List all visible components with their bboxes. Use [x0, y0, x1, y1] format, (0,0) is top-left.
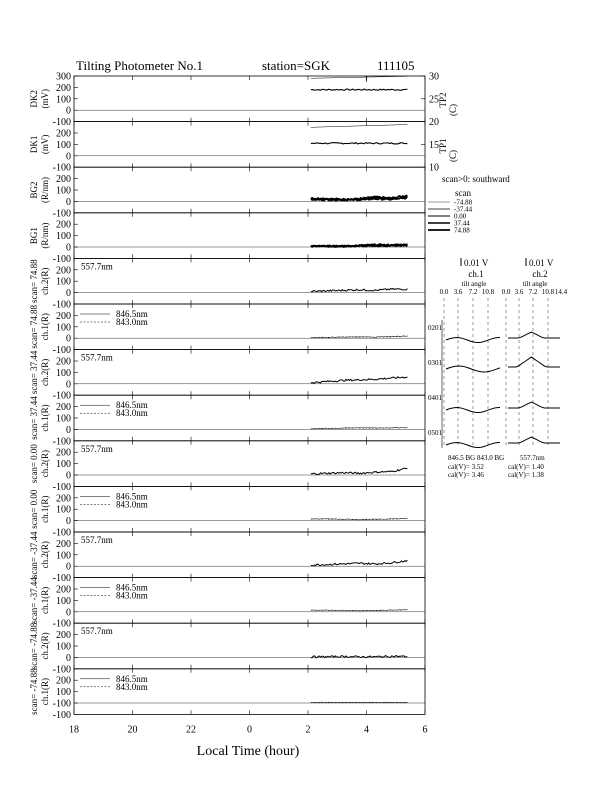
panel-channel-label: ch.2(R) — [40, 541, 50, 569]
inset-row-label: 0501 — [428, 429, 442, 437]
inset-trace-ch2 — [508, 332, 560, 338]
inset-row-label: 0201 — [428, 324, 442, 332]
tilt-tick-label-ch1: 0.0 — [439, 288, 449, 296]
panel-frame — [74, 441, 425, 487]
inset-trace-ch2 — [508, 402, 560, 408]
panel-unit-label: (mV) — [40, 89, 50, 109]
y-tick-label: 100 — [56, 687, 71, 699]
right-tick-label: 25 — [429, 94, 439, 106]
scale-label-ch1: 0.01 V — [464, 258, 489, 268]
y-tick-label: 100 — [56, 276, 71, 288]
cal-label-ch2-a: cal(V)= 1.40 — [508, 463, 544, 471]
y-tick-label: 100 — [56, 459, 71, 471]
panel-10 — [29, 482, 425, 532]
y-tick-label: 100 — [56, 641, 71, 653]
tilt-angle-label-ch1: tilt angle — [461, 280, 487, 288]
y-tick-label: -100 — [52, 117, 71, 129]
dark-voltage-line — [311, 89, 408, 90]
panel-channel-label: ch.1(R) — [40, 586, 50, 615]
panel-channel-label: ch.2(R) — [40, 632, 50, 660]
y-tick-label: -100 — [52, 527, 71, 539]
cal-label-ch1-a: cal(V)= 3.52 — [448, 463, 484, 471]
y-tick-label: -100 — [52, 481, 71, 493]
right-tick-label: 10 — [429, 162, 439, 174]
tilt-tick-label-ch1: 10.8 — [481, 288, 495, 296]
x-tick-label: 6 — [422, 724, 428, 736]
inset-trace-ch2 — [508, 357, 560, 367]
dark-voltage-line — [311, 143, 408, 144]
y-tick-label: 200 — [56, 219, 71, 231]
panel-channel-label: ch.2(R) — [40, 449, 50, 478]
panel-13 — [29, 619, 425, 670]
scan-legend-label: -37.44 — [454, 205, 473, 214]
cal-label-ch2-b: cal(V)= 1.38 — [508, 471, 544, 479]
y-tick-label: 0 — [66, 196, 71, 208]
legend-label-846: 846.5nm — [116, 400, 148, 411]
panel-unit-label: (mV) — [40, 134, 50, 155]
tilt-tick-label-ch2: 3.6 — [514, 288, 524, 296]
tilt-tick-label-ch2: 10.8 — [541, 288, 555, 296]
panel-scan-label: scan= -37.44 — [29, 531, 39, 579]
panel-scan-label: scan= 0.00 — [29, 444, 39, 484]
scan-legend-label: 74.88 — [454, 226, 470, 235]
channel-2-label: ch.2 — [532, 269, 548, 279]
panel-frame — [74, 350, 425, 396]
panel-channel-label: ch.1(R) — [40, 677, 50, 706]
legend-label-843: 843.0nm — [116, 681, 148, 692]
legend-label-843: 843.0nm — [116, 317, 148, 327]
legend-label-846: 846.5nm — [116, 309, 148, 319]
y-tick-label: 0 — [66, 516, 71, 528]
y-tick-label: 200 — [56, 675, 71, 687]
wavelength-label: 557.7nm — [81, 535, 113, 545]
y-tick-label: 0 — [66, 242, 71, 254]
tp2-label: TP2 — [438, 92, 448, 108]
panel-frame — [74, 213, 425, 259]
panel-12 — [29, 573, 425, 624]
y-tick-label: 100 — [56, 322, 71, 334]
scan-legend-label: 0.00 — [454, 212, 467, 221]
series-line — [311, 468, 408, 474]
inset-bottom-labels-ch1: 846.5 BG 843.0 BG — [448, 454, 505, 462]
y-tick-label: 200 — [56, 128, 71, 140]
y-tick-label: 200 — [56, 447, 71, 459]
panel-name-label: DK1 — [29, 135, 39, 154]
channel-1-label: ch.1 — [468, 269, 484, 279]
panel-unit-label: (R/nm) — [40, 222, 50, 249]
panel-frame — [74, 623, 425, 669]
tilt-inset — [428, 258, 568, 479]
inset-row-label: 0301 — [428, 359, 442, 367]
scan-legend — [428, 174, 510, 235]
panel-frame — [74, 167, 425, 213]
y-tick-label: 0 — [66, 470, 71, 482]
panel-5 — [29, 254, 425, 304]
x-tick-label: 18 — [69, 724, 79, 736]
y-tick-label: 200 — [56, 356, 71, 368]
station-label: station=SGK — [262, 58, 331, 73]
tilt-tick-label-ch1: 7.2 — [468, 288, 478, 296]
y-tick-label: 100 — [56, 185, 71, 197]
y-tick-label: 200 — [56, 82, 71, 94]
y-tick-label: 0 — [66, 151, 71, 163]
scan-legend-label: -74.88 — [454, 198, 473, 207]
y-tick-label: 200 — [56, 174, 71, 186]
x-axis-label: Local Time (hour) — [196, 744, 300, 759]
panel-channel-label: ch.1(R) — [40, 313, 50, 341]
tilt-tick-label-ch1: 3.6 — [453, 288, 463, 296]
wavelength-label: 557.7nm — [81, 443, 113, 454]
x-tick-label: 2 — [305, 724, 311, 736]
x-tick-label: 20 — [127, 724, 138, 736]
panel-unit-label: (R/nm) — [40, 177, 50, 203]
y-tick-label: 100 — [56, 231, 71, 243]
y-tick-label: -100 — [52, 390, 71, 402]
right-axis — [421, 72, 458, 174]
panel-scan-label: scan= 0.00 — [29, 489, 39, 529]
panel-1 — [29, 72, 425, 122]
panel-scan-label: scan= 74.88 — [29, 305, 39, 349]
y-tick-label: 200 — [56, 493, 71, 505]
legend-label-846: 846.5nm — [116, 491, 148, 502]
y-tick-label: 0 — [66, 105, 71, 117]
panel-scan-label: scan= 74.88 — [29, 259, 39, 303]
legend-label-843: 843.0nm — [116, 499, 148, 510]
y-tick-label: 300 — [56, 71, 71, 83]
figure-title: Tilting Photometer No.1 — [76, 58, 204, 73]
y-tick-label: 100 — [56, 595, 71, 607]
y-tick-label: 200 — [56, 630, 71, 642]
panel-scan-label: scan= -74.88 — [29, 668, 39, 715]
panel-frame — [74, 76, 425, 122]
y-tick-label: -100 — [52, 618, 71, 630]
y-tick-label: 100 — [56, 413, 71, 425]
y-tick-label: 100 — [56, 367, 71, 379]
y-tick-label: -100 — [52, 299, 71, 311]
tp2-unit-label: (C) — [448, 104, 458, 116]
temperature-line — [311, 76, 408, 78]
y-tick-label: 0 — [66, 424, 71, 436]
panel-name-label: BG2 — [29, 181, 39, 199]
x-tick-label: 22 — [186, 724, 196, 736]
series-line — [311, 377, 408, 384]
panel-2 — [29, 117, 425, 167]
legend-label-846: 846.5nm — [116, 673, 148, 684]
panel-scan-label: scan= -74.88 — [29, 622, 39, 670]
tilt-tick-label-ch2: 14.4 — [554, 288, 568, 296]
panel-scan-label: scan= 37.44 — [29, 350, 39, 395]
panel-channel-label: ch.1(R) — [40, 495, 50, 523]
panel-channel-label: ch.2(R) — [40, 267, 50, 295]
panel-frame — [74, 258, 425, 304]
y-tick-label: 200 — [56, 538, 71, 550]
panel-14 — [29, 664, 425, 715]
wavelength-label: 557.7nm — [81, 352, 113, 363]
tilt-tick-label-ch2: 0.0 — [501, 288, 511, 296]
y-tick-label: -100 — [52, 253, 71, 265]
panel-channel-label: ch.1(R) — [40, 404, 50, 432]
wavelength-label: 557.7nm — [81, 626, 113, 637]
legend-label-843: 843.0nm — [116, 590, 148, 601]
y-tick-label: 200 — [56, 402, 71, 414]
y-tick-label: -100 — [52, 162, 71, 174]
tp1-label: TP1 — [438, 138, 448, 154]
inset-bottom-labels-ch2: 557.7nm — [520, 454, 545, 462]
y-tick-label: 200 — [56, 584, 71, 596]
x-tick-label: 0 — [247, 724, 252, 736]
y-tick-label: 100 — [56, 94, 71, 106]
y-tick-label: -100 — [52, 436, 71, 448]
y-tick-label: 0 — [66, 607, 71, 619]
right-tick-label: 30 — [429, 71, 439, 83]
panel-9 — [29, 436, 425, 486]
y-tick-label: 100 — [56, 139, 71, 151]
panel-name-label: DK2 — [29, 90, 39, 108]
scan-legend-title: scan — [455, 188, 471, 198]
series-line — [311, 560, 408, 566]
y-tick-label: -100 — [52, 208, 71, 220]
panel-8 — [29, 391, 425, 441]
y-tick-label: 0 — [66, 379, 71, 391]
x-axis — [53, 710, 428, 759]
y-tick-label: 200 — [56, 265, 71, 277]
tilt-tick-label-ch2: 7.2 — [528, 288, 538, 296]
right-tick-label: 15 — [429, 139, 439, 151]
panel-11 — [29, 528, 425, 579]
tp1-unit-label: (C) — [448, 150, 458, 162]
y-tick-label: 0 — [66, 652, 71, 664]
panel-scan-label: scan= -37.44 — [29, 577, 39, 624]
y-tick-label: 100 — [56, 504, 71, 516]
scan-direction-note: scan>0: southward — [442, 174, 510, 184]
panel-name-label: BG1 — [29, 227, 39, 245]
y-tick-label: 100 — [56, 550, 71, 562]
panel-stack — [29, 72, 425, 715]
y-tick-label: -100 — [52, 573, 71, 585]
scan-legend-label: 37.44 — [454, 219, 470, 228]
y-tick-label: -100 — [52, 664, 71, 676]
y-tick-label: -100 — [52, 345, 71, 357]
panel-3 — [29, 163, 425, 213]
right-tick-label: 20 — [429, 117, 439, 129]
figure-header — [76, 58, 415, 73]
panel-frame — [74, 122, 425, 168]
wavelength-label: 557.7nm — [81, 261, 113, 272]
y-tick-label: 0 — [66, 288, 71, 300]
legend-label-846: 846.5nm — [116, 582, 148, 593]
inset-trace-ch2 — [508, 437, 560, 443]
date-label: 111105 — [377, 58, 415, 73]
tilt-angle-label-ch2: tilt angle — [522, 280, 548, 288]
x-tick-label: 4 — [364, 724, 369, 736]
inset-row-label: 0401 — [428, 394, 442, 402]
panel-4 — [29, 208, 425, 258]
cal-label-ch1-b: cal(V)= 3.46 — [448, 471, 484, 479]
panel-scan-label: scan= 37.44 — [29, 396, 39, 440]
y-tick-label: 0 — [66, 561, 71, 573]
y-tick-label: 200 — [56, 310, 71, 322]
y-tick-label: -100 — [52, 698, 71, 710]
y-tick-label: 0 — [66, 333, 71, 345]
panel-channel-label: ch.2(R) — [40, 358, 50, 387]
legend-label-843: 843.0nm — [116, 408, 148, 419]
scale-label-ch2: 0.01 V — [529, 258, 554, 268]
series-line — [311, 288, 408, 292]
panel-6 — [29, 300, 425, 350]
panel-7 — [29, 345, 425, 395]
temperature-line — [311, 125, 408, 128]
y-tick-label: -100 — [52, 709, 71, 721]
panel-frame — [74, 532, 425, 578]
